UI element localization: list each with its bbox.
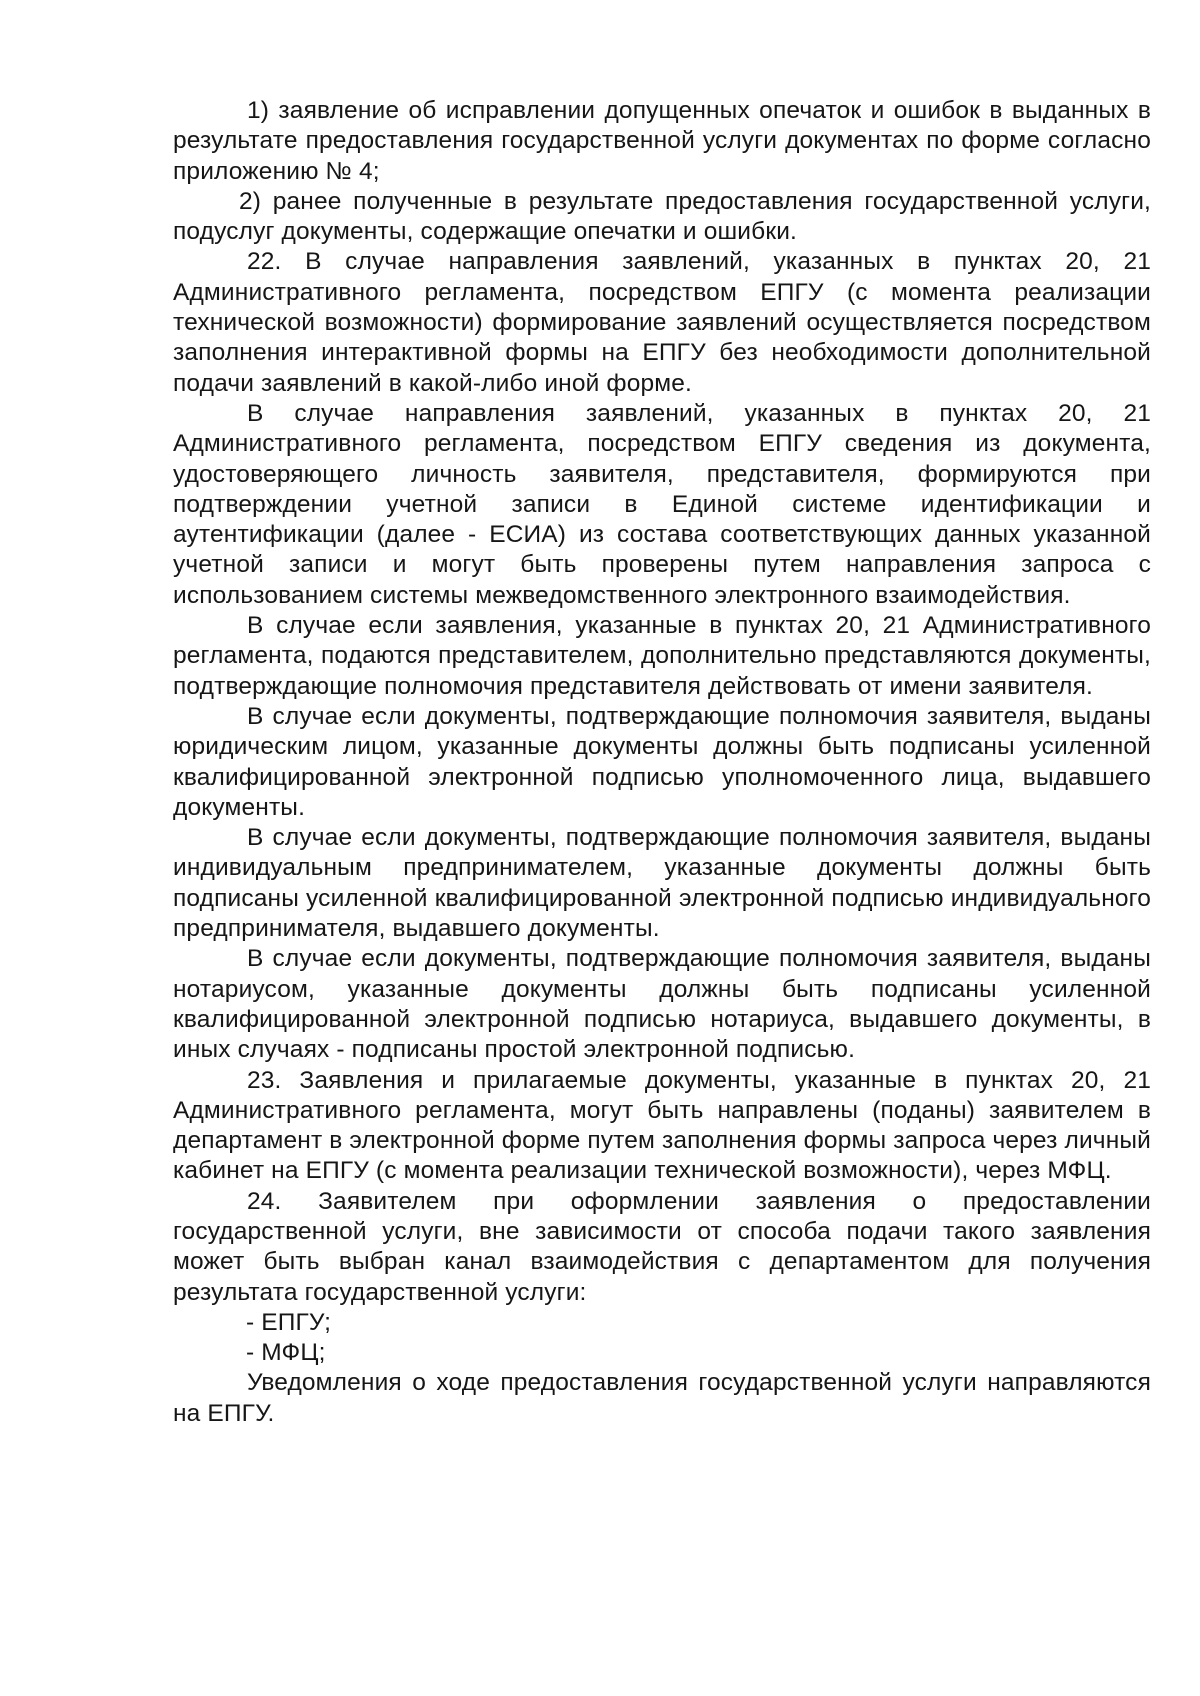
paragraph-item-1: 1) заявление об исправлении допущенных опечаток и ошибок в выданных в результате предоставления государственной услуги документах по форме согласно приложению № 4; [173, 97, 1151, 185]
paragraph-clause-22: 22. В случае направления заявлений, указанных в пунктах 20, 21 Административного регламента, посредством ЕПГУ (с момента реализации технической возможности) формирование заявлений осуществляется посредством заполнения интерактивной формы на ЕПГУ без необходимости дополнительной подачи заявлений в какой-либо иной форме. [173, 248, 1151, 397]
paragraph-entrepreneur: В случае если документы, подтверждающие полномочия заявителя, выданы индивидуальным предпринимателем, указанные документы должны быть подписаны усиленной квалифицированной электронной подписью индивидуального предпринимателя, выдавшего документы. [173, 824, 1151, 943]
paragraph-clause-23: 23. Заявления и прилагаемые документы, указанные в пунктах 20, 21 Административного регламента, могут быть направлены (поданы) заявителем в департамент в электронной форме путем заполнения формы запроса через личный кабинет на ЕПГУ (с момента реализации технической возможности), через МФЦ. [173, 1066, 1151, 1185]
document-body [173, 96, 1151, 1429]
paragraph-esia: В случае направления заявлений, указанных в пунктах 20, 21 Административного регламента, посредством ЕПГУ сведения из документа, удостоверяющего личность заявителя, представителя, формируются при подтверждении учетной записи в Единой системе идентификации и аутентификации (далее - ЕСИА) из состава соответствующих данных указанной учетной записи и могут быть проверены путем направления запроса с использованием системы межведомственного электронного взаимодействия. [173, 399, 1151, 609]
paragraph-clause-24: 24. Заявителем при оформлении заявления о предоставлении государственной услуги, вне зависимости от способа подачи такого заявления может быть выбран канал взаимодействия с департаментом для получения результата государственной услуги: [173, 1187, 1151, 1306]
list-item-epgu: - ЕПГУ; [246, 1308, 332, 1336]
list-item-mfc: - МФЦ; [246, 1339, 326, 1367]
paragraph-notifications: Уведомления о ходе предоставления государственной услуги направляются на ЕПГУ. [173, 1369, 1151, 1427]
paragraph-legal-entity: В случае если документы, подтверждающие полномочия заявителя, выданы юридическим лицом, указанные документы должны быть подписаны усиленной квалифицированной электронной подписью уполномоченного лица, выдавшего документы. [173, 702, 1151, 821]
paragraph-item-2: 2) ранее полученные в результате предоставления государственной услуги, подуслуг документы, содержащие опечатки и ошибки. [173, 187, 1151, 246]
paragraph-representative: В случае если заявления, указанные в пунктах 20, 21 Административного регламента, подаются представителем, дополнительно представляются документы, подтверждающие полномочия представителя действовать от имени заявителя. [173, 612, 1151, 700]
paragraph-notary: В случае если документы, подтверждающие полномочия заявителя, выданы нотариусом, указанные документы должны быть подписаны усиленной квалифицированной электронной подписью нотариуса, выдавшего документы, в иных случаях - подписаны простой электронной подписью. [173, 945, 1151, 1064]
